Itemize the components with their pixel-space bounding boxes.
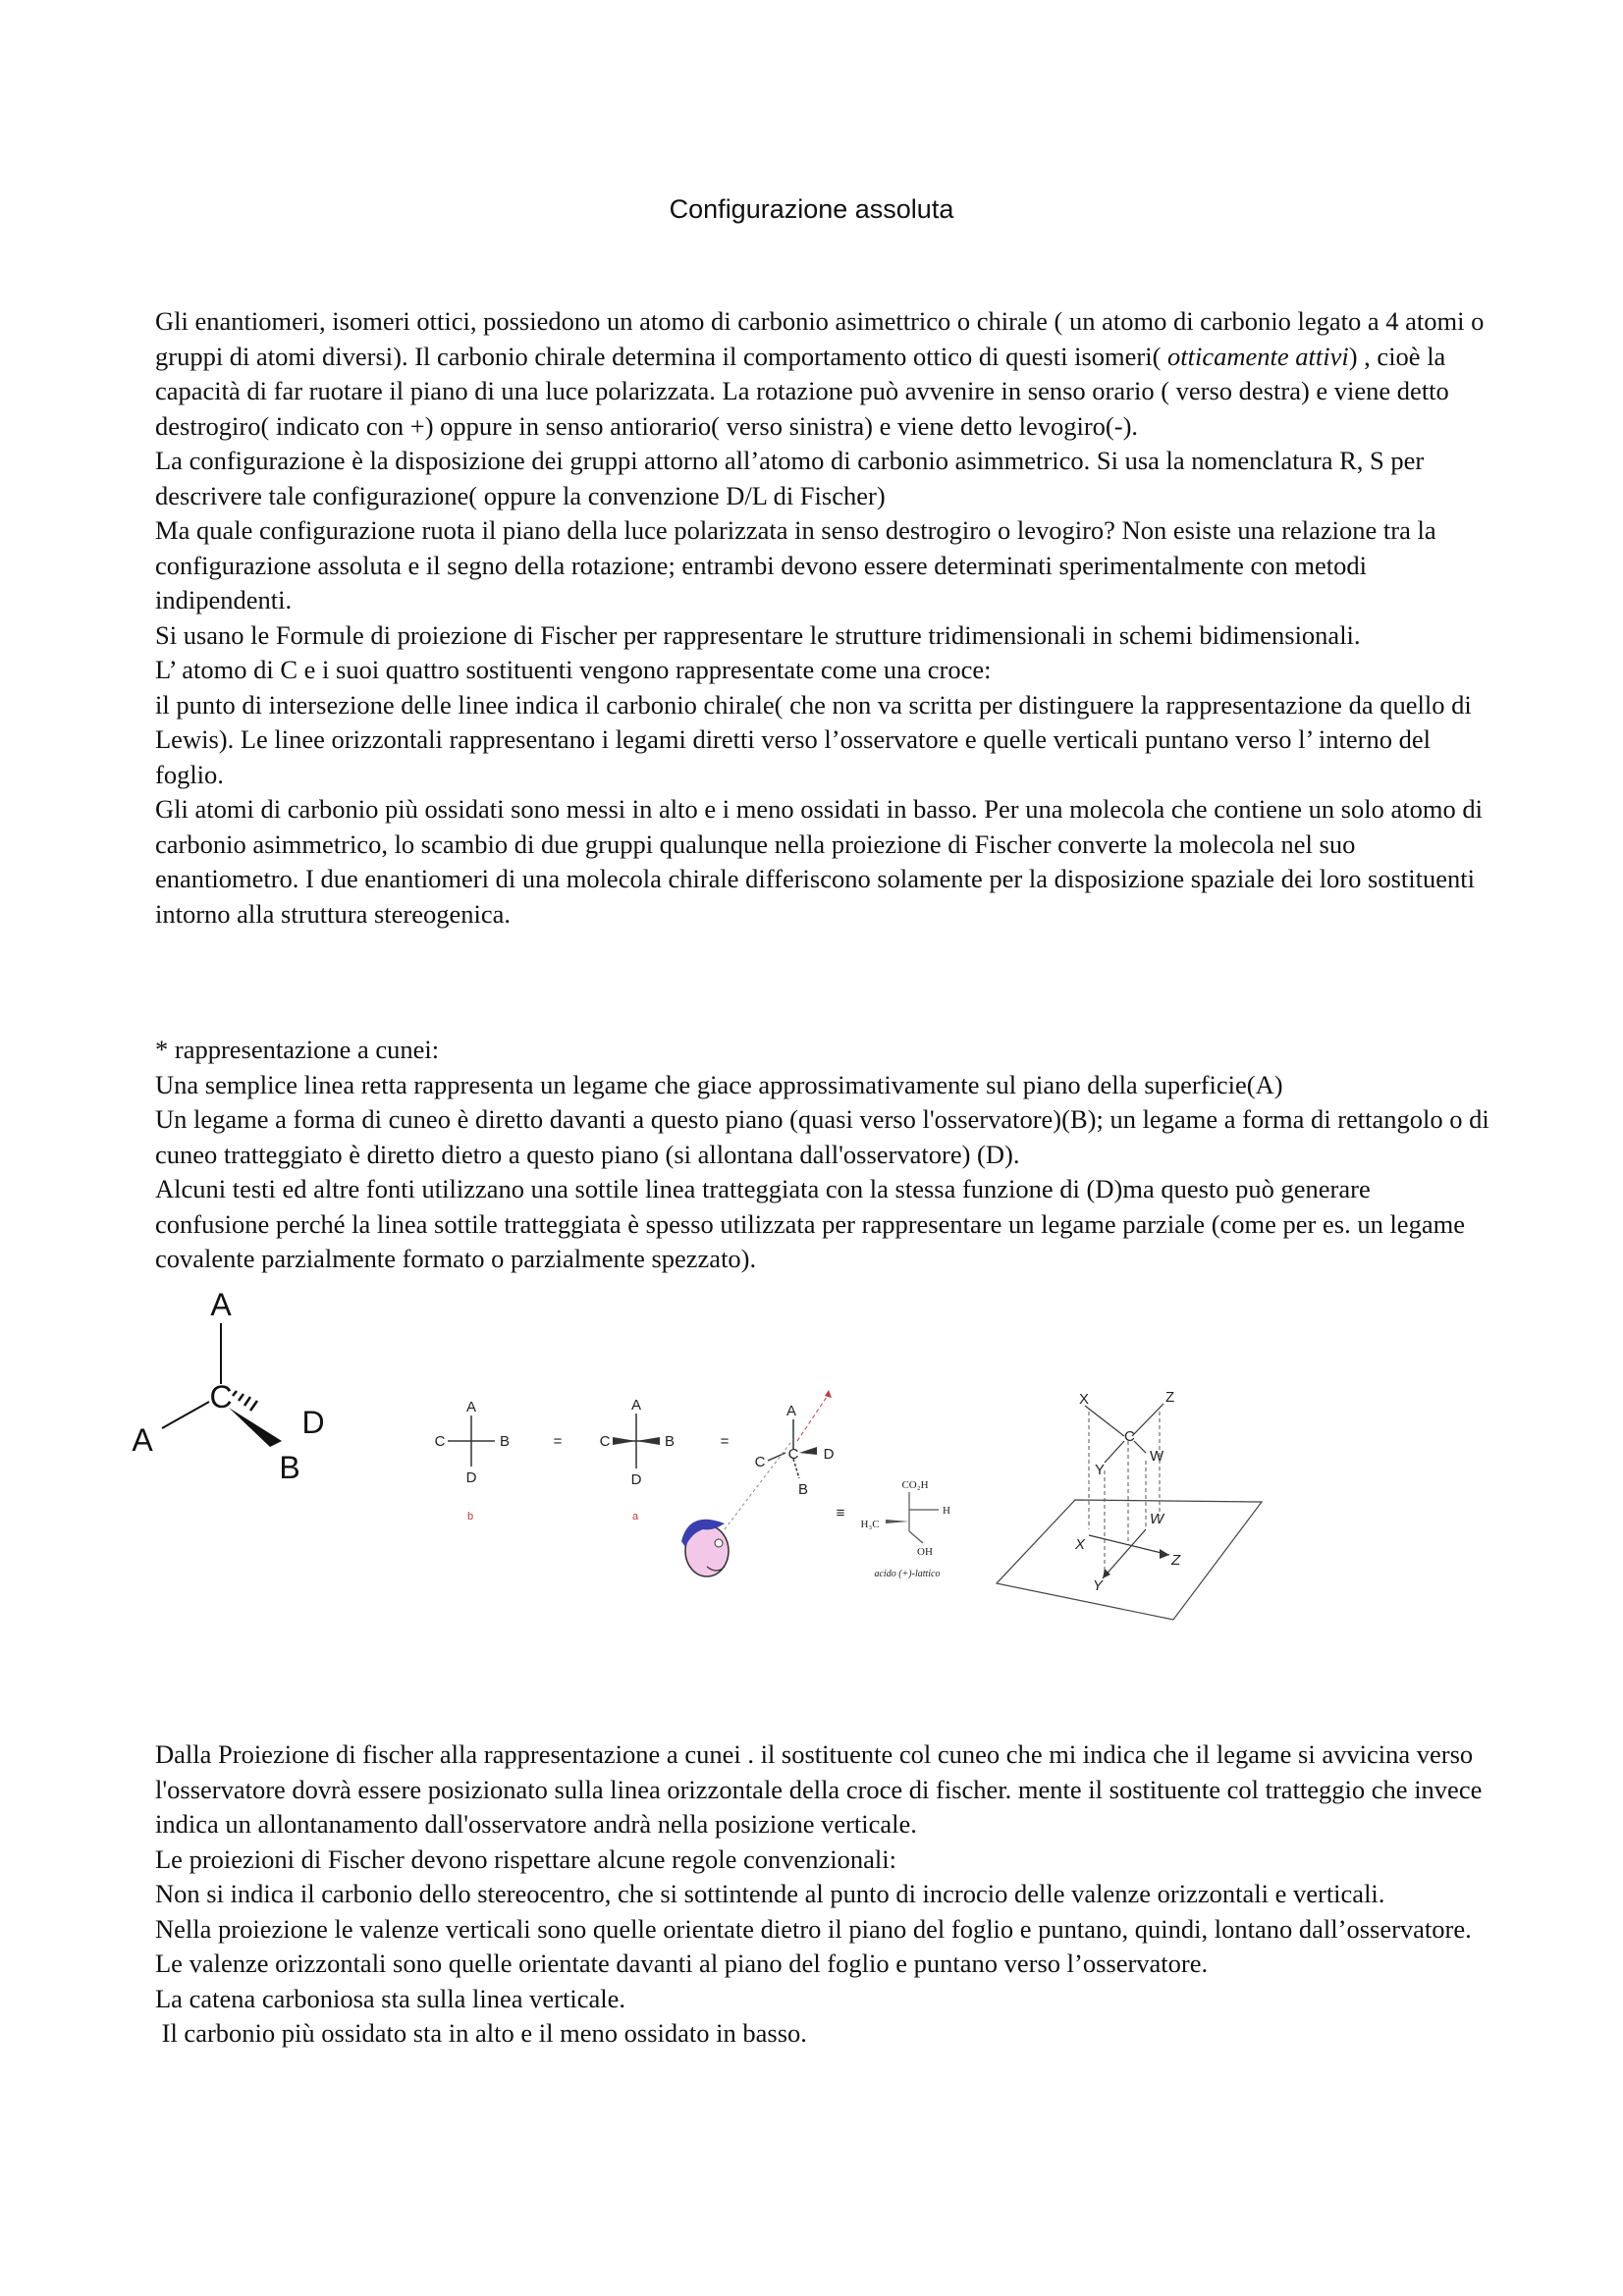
fischer-a-top: A	[630, 1397, 642, 1414]
fischer-cross-b	[435, 1399, 510, 1522]
lactic-acid-structure	[860, 1479, 950, 1579]
plane-label-c: C	[1124, 1428, 1135, 1445]
italic-term: otticamente attivi	[1167, 341, 1349, 371]
lactic-right: H	[943, 1505, 950, 1517]
paragraph: Gli atomi di carbonio più ossidati sono messi in alto e i meno ossidati in basso. Per una molecola che contiene un solo atomo di carbonio asimmetrico, lo scambio di due gruppi qualunque nella proiezione di Fischer converte la molecola nel suo enantiometro. I due enantiomeri di una molecola chirale differiscono solamente per la disposizione spaziale dei loro sostituenti intorno alla struttura stereogenica.	[155, 794, 1484, 929]
paragraph: Il carbonio più ossidato sta in alto e il meno ossidato in basso.	[155, 2018, 807, 2048]
paragraph: Dalla Proiezione di fischer alla rappresentazione a cunei . il sostituente col cuneo che mi indica che il legame si avvicina verso l'osservatore dovrà essere posizionato sulla linea orizzontale della croce di fischer. mente il sostituente col tratteggio che invece indica un allontanamento dall'osservatore andrà nella posizione verticale.	[155, 1739, 1483, 1839]
plane-label-y-top: Y	[1095, 1462, 1106, 1478]
fischer-a-left: C	[599, 1433, 611, 1450]
fischer-b-caption: b	[467, 1511, 474, 1522]
plane-label-x-top: X	[1079, 1391, 1090, 1408]
paragraph: * rappresentazione a cunei:	[155, 1035, 440, 1064]
fischer-b-right: B	[499, 1433, 511, 1450]
lactic-top: CO₂H	[901, 1479, 929, 1491]
paragraph: Ma quale configurazione ruota il piano della luce polarizzata in senso destrogiro o levogiro? Non esiste una relazione tra la configurazione assoluta e il segno della rotazione; entrambi devono essere determinati sperimentalmente con metodi indipendenti.	[155, 515, 1436, 614]
tetrahedral-center	[755, 1390, 835, 1498]
paragraph: L’ atomo di C e i suoi quattro sostituenti vengono rappresentate come una croce:	[155, 655, 992, 684]
fischer-a-right: B	[664, 1433, 676, 1450]
paragraph: La catena carboniosa sta sulla linea verticale.	[155, 1983, 625, 2013]
wedge-figure	[123, 1286, 349, 1492]
fischer-cross-a	[600, 1397, 675, 1522]
plane-projection-figure	[987, 1382, 1271, 1628]
page-title: Configurazione assoluta	[669, 194, 954, 224]
paragraph: Un legame a forma di cuneo è diretto davanti a questo piano (quasi verso l'osservatore)(B); un legame a forma di rettangolo o di cuneo tratteggiato è diretto dietro a questo piano (si allontana dall'osservatore) (D).	[155, 1104, 1489, 1169]
tetra-bottom: B	[797, 1481, 809, 1498]
paragraph: Non si indica il carbonio dello stereocentro, che si sottintende al punto di incrocio delle valenze orizzontali e verticali.	[155, 1879, 1385, 1908]
paragraph-text: ) , cioè la capacità di far ruotare il piano di una luce polarizzata. La rotazione può avvenire in senso orario ( verso destra) e viene detto destrogiro( indicato con +) oppure in senso antiorario( verso sinistra) e viene detto levogiro(-).	[155, 341, 1449, 441]
plane-label-y: Y	[1093, 1577, 1104, 1594]
plane-label-w: W	[1150, 1511, 1164, 1527]
plane-label-z: Z	[1171, 1552, 1181, 1569]
lactic-caption: acido (+)-lattico	[874, 1569, 941, 1579]
equals-sign: =	[720, 1433, 730, 1450]
paragraph	[155, 304, 1490, 444]
intro-section	[155, 304, 1490, 932]
lactic-left: H₃C	[860, 1519, 880, 1530]
atom-label-bottom: B	[279, 1450, 300, 1485]
atom-label-center: C	[209, 1379, 233, 1415]
paragraph: Si usano le Formule di proiezione di Fischer per rappresentare le strutture tridimensionali in schemi bidimensionali.	[155, 619, 1361, 650]
paragraph-text: Gli enantiomeri, isomeri ottici, possiedono un atomo di carbonio asimettrico o chirale ( un atomo di carbonio legato a 4 atomi o gruppi di atomi diversi). Il carbonio chirale determina il comportamento ottico di questi isomeri(	[155, 306, 1485, 371]
fischer-a-bottom: D	[630, 1471, 642, 1488]
paragraph: il punto di intersezione delle linee indica il carbonio chirale( che non va scritta per distinguere la rappresentazione da quello di Lewis). Le linee orizzontali rappresentano i legami diretti verso l’osservatore e quelle verticali puntano verso l’ interno del foglio.	[155, 689, 1472, 789]
fischer-b-top: A	[465, 1399, 477, 1415]
paragraph: La configurazione è la disposizione dei gruppi attorno all’atomo di carbonio asimmetrico. Si usa la nomenclatura R, S per descrivere tale configurazione( oppure la convenzione D/L di Fischer)	[155, 446, 1425, 510]
atom-label-right: D	[301, 1405, 325, 1440]
fischer-b-bottom: D	[465, 1469, 477, 1486]
lactic-bottom: OH	[917, 1546, 933, 1558]
paragraph: Le proiezioni di Fischer devono rispettare alcune regole convenzionali:	[155, 1843, 896, 1874]
tetra-top: A	[785, 1403, 797, 1419]
plane-label-x: X	[1075, 1536, 1086, 1553]
fischer-projection-figure	[412, 1384, 962, 1610]
tetra-center: C	[787, 1446, 799, 1463]
plane-label-z-top: Z	[1165, 1389, 1175, 1406]
equals-sign: =	[553, 1433, 563, 1450]
paragraph: Una semplice linea retta rappresenta un legame che giace approssimativamente sul piano della superficie(A)	[155, 1069, 1283, 1099]
tetra-left: C	[754, 1454, 766, 1470]
observer-cartoon-icon	[681, 1520, 729, 1576]
atom-label-top: A	[210, 1287, 232, 1322]
fischer-b-left: C	[434, 1433, 446, 1450]
paragraph: Nella proiezione le valenze verticali sono quelle orientate dietro il piano del foglio e puntano, quindi, lontano dall’osservatore. Le valenze orizzontali sono quelle orientate davanti al piano del foglio e puntano verso l’osservatore.	[155, 1913, 1472, 1978]
fischer-rules-section	[155, 1737, 1490, 2052]
tetra-right: D	[823, 1446, 835, 1463]
fischer-a-caption: a	[632, 1511, 639, 1522]
plane-label-w-top: W	[1150, 1448, 1164, 1465]
equivalent-sign: ≡	[836, 1505, 845, 1522]
wedge-section	[155, 1033, 1490, 1277]
paragraph: Alcuni testi ed altre fonti utilizzano una sottile linea tratteggiata con la stessa funzione di (D)ma questo può generare confusione perché la linea sottile tratteggiata è spesso utilizzata per rappresentare un legame parziale (come per es. un legame covalente parzialmente formato o parzialmente spezzato).	[155, 1174, 1465, 1273]
atom-label-left: A	[132, 1422, 153, 1458]
